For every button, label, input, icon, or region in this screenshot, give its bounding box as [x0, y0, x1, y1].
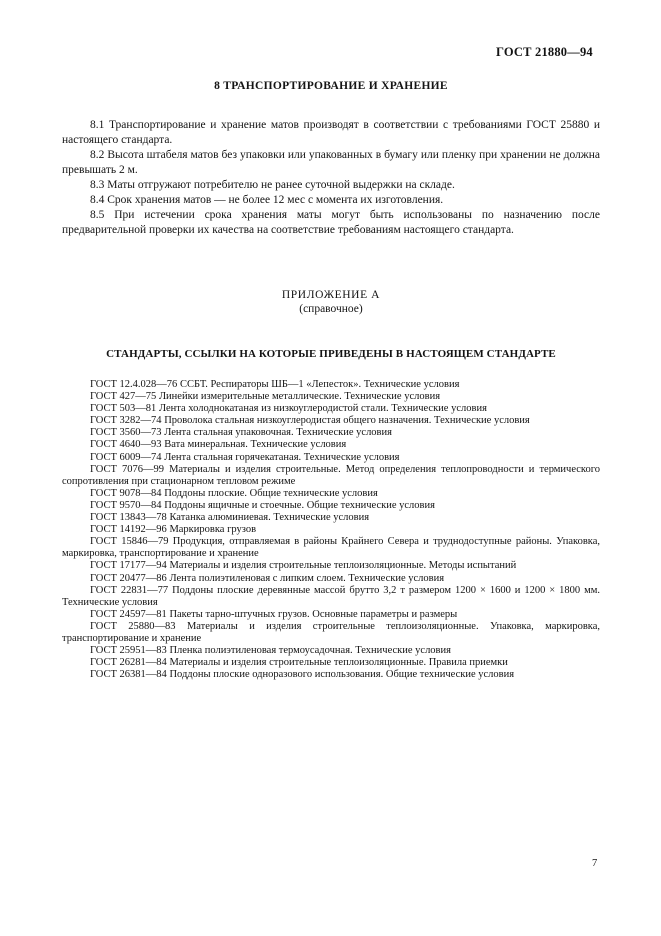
reference-item	[62, 500, 600, 512]
reference-code: ГОСТ 25880—83	[90, 620, 176, 632]
appendix-title: ПРИЛОЖЕНИЕ А	[281, 289, 381, 301]
reference-text: Пакеты тарно-штучных грузов. Основные параметры и размеры	[169, 608, 458, 620]
paragraph-8-4: 8.4 Срок хранения матов — не более 12 мес с момента их изготовления.	[90, 194, 444, 206]
reference-item	[62, 452, 600, 464]
section-title: 8 ТРАНСПОРТИРОВАНИЕ И ХРАНЕНИЕ	[214, 80, 448, 92]
reference-item	[62, 585, 600, 609]
document-code-header: ГОСТ 21880—94	[496, 45, 593, 59]
reference-text: Материалы и изделия строительные теплоизоляционные. Методы испытаний	[169, 560, 517, 572]
reference-text: Лента стальная горячекатаная. Технические условия	[164, 451, 400, 463]
reference-code: ГОСТ 3560—73	[90, 427, 162, 439]
reference-item	[62, 379, 600, 391]
paragraph-8-2: 8.2 Высота штабеля матов без упаковки или упакованных в бумагу или пленку при хранении не должна превышать 2 м.	[62, 149, 600, 176]
reference-item	[62, 609, 600, 621]
reference-code: ГОСТ 14192—96	[90, 524, 167, 536]
reference-code: ГОСТ 13843—78	[90, 512, 167, 524]
appendix-header	[62, 288, 600, 316]
reference-item	[62, 560, 600, 572]
reference-text: Вата минеральная. Технические условия	[164, 439, 347, 451]
reference-code: ГОСТ 7076—99	[90, 463, 164, 475]
reference-item	[62, 427, 600, 439]
reference-item	[62, 391, 600, 403]
reference-text: Маркировка грузов	[169, 524, 257, 536]
reference-item	[62, 536, 600, 560]
appendix-subtitle: (справочное)	[299, 303, 363, 315]
reference-code: ГОСТ 15846—79	[90, 536, 169, 548]
paragraph-8-5: 8.5 При истечении срока хранения маты могут быть использованы по назначению после предварительной проверки их качества на соответствие требованиям настоящего стандарта.	[62, 209, 600, 236]
reference-code: ГОСТ 25951—83	[90, 645, 167, 657]
reference-item	[62, 645, 600, 657]
reference-text: Продукция, отправляемая в районы Крайнего Севера и труднодоступные районы. Упаковка, маркировка, транспортирование и хранение	[62, 536, 601, 560]
reference-code: ГОСТ 22831—77	[90, 584, 169, 596]
reference-text: Материалы и изделия строительные. Метод определения теплопроводности и термического сопротивления при стационарном тепловом режиме	[62, 463, 601, 487]
reference-code: ГОСТ 6009—74	[90, 451, 162, 463]
reference-code: ГОСТ 17177—94	[90, 560, 167, 572]
reference-text: Поддоны плоские одноразового использования. Общие технические условия	[169, 669, 515, 681]
reference-text: Поддоны плоские деревянные массой брутто 3,2 т размером 1200 × 1600 и 1200 × 1800 мм. Технические условия	[62, 584, 601, 608]
reference-text: Катанка алюминиевая. Технические условия	[169, 512, 370, 524]
section-body	[62, 118, 600, 238]
reference-text: Лента полиэтиленовая с липким слоем. Технические условия	[169, 572, 445, 584]
reference-code: ГОСТ 3282—74	[90, 415, 162, 427]
reference-text: Лента стальная упаковочная. Технические условия	[164, 427, 392, 439]
reference-item	[62, 512, 600, 524]
page-number: 7	[592, 858, 598, 869]
reference-code: ГОСТ 26281—84	[90, 657, 167, 669]
references-heading: СТАНДАРТЫ, ССЫЛКИ НА КОТОРЫЕ ПРИВЕДЕНЫ В НАСТОЯЩЕМ СТАНДАРТЕ	[106, 348, 556, 360]
reference-code: ГОСТ 26381—84	[90, 669, 167, 681]
reference-code: ГОСТ 9570—84	[90, 499, 162, 511]
reference-item	[62, 621, 600, 645]
reference-text: Материалы и изделия строительные теплоизоляционные. Упаковка, маркировка, транспортирование и хранение	[62, 620, 601, 644]
reference-item	[62, 464, 600, 488]
paragraph-8-3: 8.3 Маты отгружают потребителю не ранее суточной выдержки на складе.	[90, 179, 455, 191]
reference-text: Пленка полиэтиленовая термоусадочная. Технические условия	[169, 645, 451, 657]
reference-item	[62, 524, 600, 536]
reference-code: ГОСТ 9078—84	[90, 487, 162, 499]
reference-text: Проволока стальная низкоуглеродистая общего назначения. Технические условия	[164, 415, 530, 427]
reference-code: ГОСТ 427—75	[90, 391, 157, 403]
paragraph-8-1: 8.1 Транспортирование и хранение матов производят в соответствии с требованиями ГОСТ 25880 и настоящего стандарта.	[62, 119, 600, 146]
reference-item	[62, 657, 600, 669]
reference-text: ССБТ. Респираторы ШБ—1 «Лепесток». Технические условия	[179, 379, 460, 390]
reference-item	[62, 573, 600, 585]
reference-code: ГОСТ 12.4.028—76	[90, 379, 178, 390]
reference-code: ГОСТ 24597—81	[90, 608, 167, 620]
references-list	[62, 379, 600, 681]
reference-code: ГОСТ 4640—93	[90, 439, 162, 451]
reference-code: ГОСТ 503—81	[90, 403, 157, 415]
reference-text: Линейки измерительные металлические. Технические условия	[158, 391, 441, 403]
reference-text: Поддоны плоские. Общие технические условия	[164, 487, 378, 499]
reference-item	[62, 439, 600, 451]
reference-text: Материалы и изделия строительные теплоизоляционные. Правила приемки	[169, 657, 508, 669]
reference-item	[62, 403, 600, 415]
reference-text: Поддоны ящичные и стоечные. Общие технические условия	[164, 499, 435, 511]
reference-item	[62, 415, 600, 427]
reference-code: ГОСТ 20477—86	[90, 572, 167, 584]
reference-text: Лента холоднокатаная из низкоуглеродистой стали. Технические условия	[158, 403, 487, 415]
reference-item	[62, 488, 600, 500]
reference-item	[62, 669, 600, 681]
